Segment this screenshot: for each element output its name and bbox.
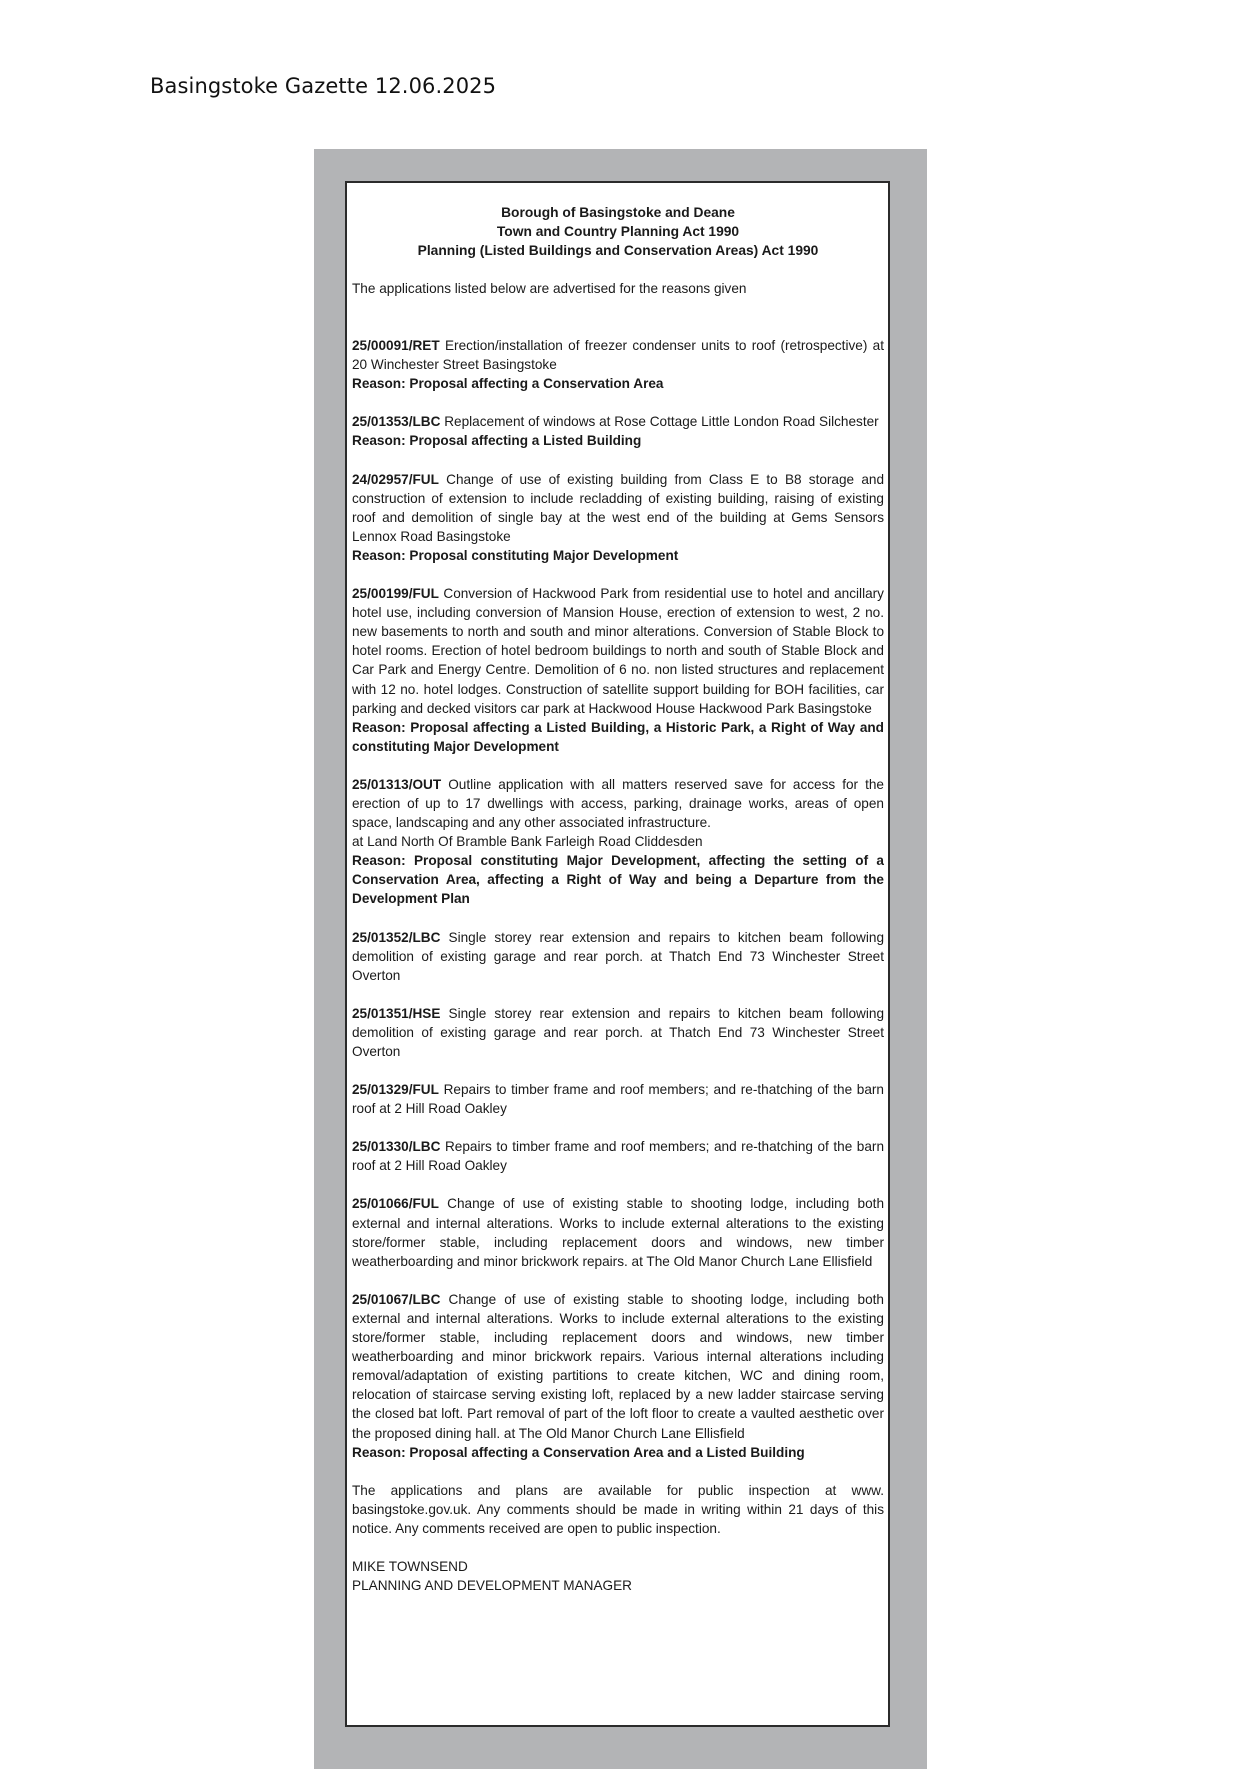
application-description: Change of use of existing stable to shooting lodge, including both external and internal alterations. Works to include external alterations to the existing store/former stable, including replacement doors and windows, new timber weatherboarding and minor brickwork repairs. Various internal alterations including removal/adaptation of existing partitions to create kitchen, WC and dining room, relocation of staircase serving existing loft, replaced by a new ladder staircase serving the closed bat loft. Part removal of part of the loft floor to create a vaulted aesthetic over the proposed dining hall. at The Old Manor Church Lane Ellisfield bbox=[352, 1291, 884, 1441]
application-description: Single storey rear extension and repairs to kitchen beam following demolition of existing garage and rear porch. at Thatch End 73 Winchester Street Overton bbox=[352, 1005, 885, 1059]
application-reference: 25/01352/LBC bbox=[352, 929, 441, 945]
signatory-name: MIKE TOWNSEND bbox=[352, 1558, 468, 1574]
application-description: Single storey rear extension and repairs to kitchen beam following demolition of existing garage and rear porch. at Thatch End 73 Winchester Street Overton bbox=[352, 929, 885, 983]
application-description: Erection/installation of freezer condenser units to roof (retrospective) at 20 Winchester Street Basingstoke bbox=[352, 338, 884, 373]
notice-footer: The applications and plans are available for public inspection at www. basingstoke.gov.uk. Any comments should be made in writing within 21 days of this notice. Any comments received are open to public inspection. bbox=[352, 1482, 884, 1536]
application-entry bbox=[352, 1194, 884, 1270]
application-description: Change of use of existing building from Class E to B8 storage and construction of extension to include recladding of existing building, raising of existing roof and demolition of single bay at the west end of the building at Gems Sensors Lennox Road Basingstoke bbox=[352, 471, 885, 544]
application-text bbox=[352, 412, 884, 431]
application-text bbox=[352, 1137, 884, 1175]
notice-title-line: Borough of Basingstoke and Deane bbox=[501, 205, 735, 220]
application-location: at Land North Of Bramble Bank Farleigh Road Cliddesden bbox=[352, 834, 703, 850]
application-text bbox=[352, 1080, 884, 1118]
application-text bbox=[352, 775, 884, 832]
application-reference: 25/01313/OUT bbox=[352, 776, 442, 792]
application-list bbox=[352, 336, 884, 1462]
application-entry bbox=[352, 584, 884, 756]
application-entry bbox=[352, 412, 884, 450]
application-reason: Reason: Proposal affecting a Conservation Area and a Listed Building bbox=[352, 1444, 805, 1460]
application-description: Outline application with all matters reserved save for access for the erection of up to 17 dwellings with access, parking, drainage works, areas of open space, landscaping and any other associated infrastructure. bbox=[352, 776, 884, 831]
notice-title bbox=[352, 203, 884, 260]
application-reason: Reason: Proposal affecting a Conservation Area bbox=[352, 376, 664, 392]
application-entry bbox=[352, 1004, 884, 1061]
application-reference: 25/01066/FUL bbox=[352, 1196, 439, 1212]
application-reference: 25/01353/LBC bbox=[352, 414, 441, 430]
page-header: Basingstoke Gazette 12.06.2025 bbox=[150, 74, 497, 98]
application-reference: 24/02957/FUL bbox=[352, 471, 439, 487]
application-reference: 25/01329/FUL bbox=[352, 1082, 439, 1098]
application-text bbox=[352, 928, 884, 985]
application-reference: 25/00199/FUL bbox=[352, 586, 439, 602]
application-reason: Reason: Proposal constituting Major Development bbox=[352, 547, 679, 563]
application-entry bbox=[352, 336, 884, 393]
signatory-title: PLANNING AND DEVELOPMENT MANAGER bbox=[352, 1578, 632, 1594]
application-entry bbox=[352, 1080, 884, 1118]
application-text bbox=[352, 470, 884, 546]
application-text bbox=[352, 584, 884, 718]
application-reference: 25/00091/RET bbox=[352, 338, 440, 354]
signature-block bbox=[352, 1557, 884, 1595]
application-text bbox=[352, 1004, 884, 1061]
application-description: Conversion of Hackwood Park from residential use to hotel and ancillary hotel use, including conversion of Mansion House, erection of extension to west, 2 no. new basements to north and south and minor alterations. Conversion of Stable Block to hotel rooms. Erection of hotel bedroom buildings to north and south of Stable Block and Car Park and Energy Centre. Demolition of 6 no. non listed structures and replacement with 12 no. hotel lodges. Construction of satellite support building for BOH facilities, car parking and decked visitors car park at Hackwood House Hackwood Park Basingstoke bbox=[352, 586, 884, 716]
application-text bbox=[352, 336, 884, 374]
newspaper-clipping bbox=[314, 149, 927, 1769]
application-text bbox=[352, 1290, 884, 1443]
planning-notice bbox=[345, 181, 890, 1727]
application-entry bbox=[352, 1290, 884, 1462]
application-reference: 25/01351/HSE bbox=[352, 1005, 441, 1021]
application-entry bbox=[352, 928, 884, 985]
application-entry bbox=[352, 775, 884, 909]
application-description: Change of use of existing stable to shooting lodge, including both external and internal alterations. Works to include external alterations to the existing store/former stable, including replacement doors and windows, new timber weatherboarding and minor brickwork repairs. at The Old Manor Church Lane Ellisfield bbox=[352, 1196, 885, 1269]
notice-intro: The applications listed below are advertised for the reasons given bbox=[352, 281, 747, 296]
application-reason: Reason: Proposal affecting a Listed Building, a Historic Park, a Right of Way and constituting Major Development bbox=[352, 719, 884, 754]
notice-title-line: Planning (Listed Buildings and Conservation Areas) Act 1990 bbox=[417, 243, 819, 258]
application-reason: Reason: Proposal constituting Major Development, affecting the setting of a Conservation Area, affecting a Right of Way and being a Departure from the Development Plan bbox=[352, 853, 884, 907]
application-reference: 25/01330/LBC bbox=[352, 1139, 441, 1155]
application-entry bbox=[352, 470, 884, 565]
application-description: Repairs to timber frame and roof members; and re-thatching of the barn roof at 2 Hill Road Oakley bbox=[352, 1082, 884, 1117]
application-description: Repairs to timber frame and roof members; and re-thatching of the barn roof at 2 Hill Road Oakley bbox=[352, 1139, 884, 1174]
application-description: Replacement of windows at Rose Cottage Little London Road Silchester bbox=[444, 414, 879, 430]
application-text bbox=[352, 1194, 884, 1270]
application-entry bbox=[352, 1137, 884, 1175]
application-reference: 25/01067/LBC bbox=[352, 1291, 441, 1307]
notice-title-line: Town and Country Planning Act 1990 bbox=[496, 224, 740, 239]
application-reason: Reason: Proposal affecting a Listed Building bbox=[352, 433, 642, 449]
